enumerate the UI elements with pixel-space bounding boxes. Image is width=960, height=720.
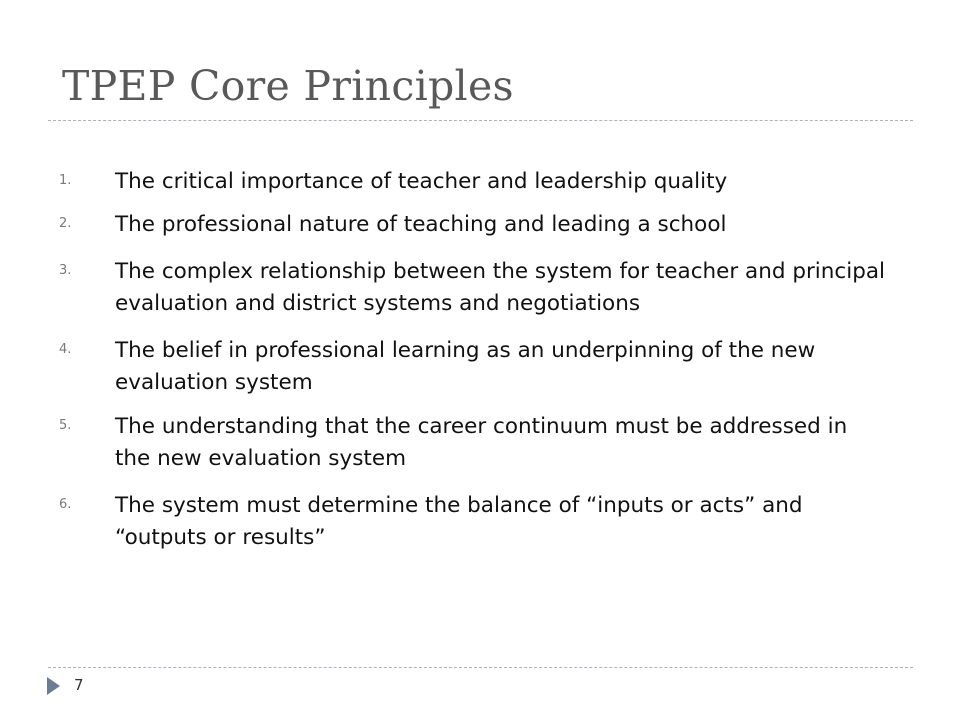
list-item-number: 4. [59,342,72,357]
list-item-number: 6. [59,497,72,512]
list-item-text: The critical importance of teacher and leadership quality [115,169,728,194]
slide-title: TPEP Core Principles [62,62,514,110]
list-item-text: The understanding that the career continuum must be addressed in the new evaluation system [115,414,848,471]
title-divider [48,120,913,121]
list-item-text: The professional nature of teaching and leading a school [115,212,727,237]
list-item-number: 1. [59,173,72,188]
footer-divider [48,667,913,668]
list-item-text: The system must determine the balance of “inputs or acts” and “outputs or results” [115,493,803,550]
list-item-number: 3. [59,263,72,278]
list-item-text: The complex relationship between the system for teacher and principal evaluation and district systems and negotiations [115,259,886,316]
list-item-number: 2. [59,216,72,231]
triangle-arrow-icon [47,677,60,695]
list-item-number: 5. [59,418,72,433]
list-item-text: The belief in professional learning as an underpinning of the new evaluation system [115,338,816,395]
page-number: 7 [74,676,84,694]
